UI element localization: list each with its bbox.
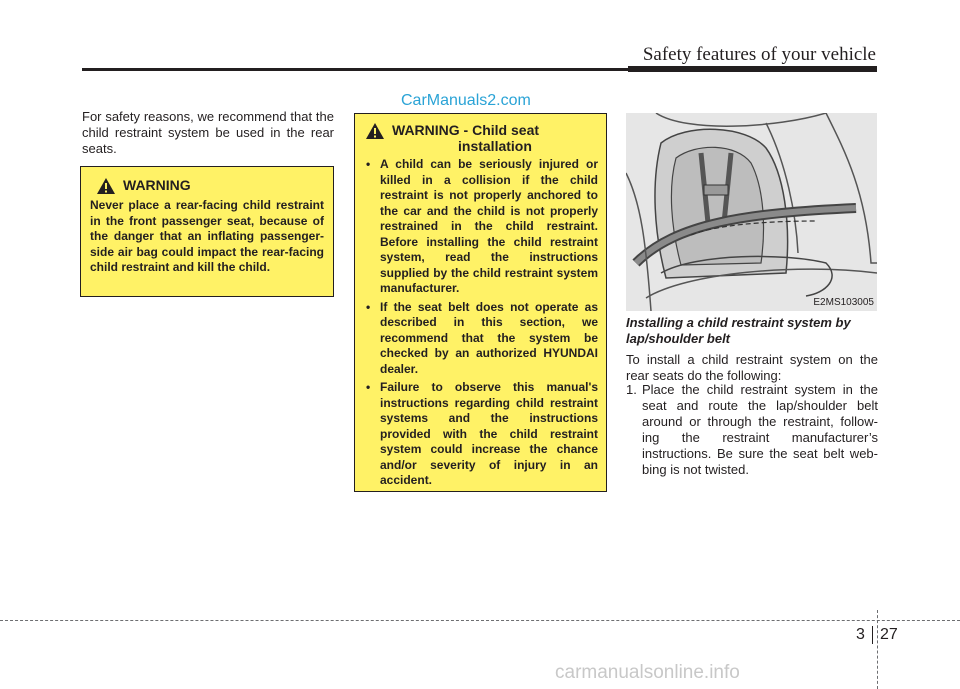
warning-list-item: • Failure to observe this manual's instructions regarding child restraint systems and the instructions provided with the child restraint system could increase the chance and/or severity of injury in an accident. — [363, 380, 598, 489]
footer-watermark: carmanualsonline.info — [555, 662, 740, 683]
page-number: 27 — [880, 626, 898, 643]
warning-title-line1: Child seat — [472, 122, 540, 138]
site-watermark: CarManuals2.com — [401, 92, 531, 109]
child-seat-drawing — [626, 113, 877, 311]
footer-vertical-rule — [877, 610, 878, 689]
warning-box-front-seat — [80, 166, 334, 297]
warning-list-item: • A child can be seriously injured or killed in a collision if the child restraint is not properly anchored to the car and the child is not properly restrained in the child restraint. Before installing the child restraint system, read the instructions supplied by the child restraint system manufacturer. — [363, 157, 598, 297]
warning-list-item: • If the seat belt does not operate as described in this section, we recommend that the system be checked by an authorized HYUNDAI dealer. — [363, 300, 598, 378]
header-rule-accent — [628, 66, 877, 72]
section-body: To install a child restraint system on the rear seats do the following: — [626, 352, 878, 383]
chapter-number: 3 — [856, 626, 865, 643]
page-number-separator — [872, 626, 873, 644]
step-item — [626, 382, 878, 478]
warning-title — [392, 122, 539, 154]
child-seat-illustration — [626, 113, 877, 311]
step-text: Place the child restraint system in the seat and route the lap/shoulder belt around or through the restraint, follow-ing the restraint manufacturer’s instructions. Be sure the seat belt web-bing is not twisted. — [642, 382, 878, 477]
image-code: E2MS103005 — [813, 297, 874, 308]
page-header-title: Safety features of your vehicle — [642, 44, 876, 65]
warning-title: WARNING — [123, 177, 191, 193]
step-number: 1. — [626, 382, 637, 397]
section-heading: Installing a child restraint system by lap/shoulder belt — [626, 315, 851, 346]
warning-header — [363, 122, 598, 154]
warning-text: Never place a rear-facing child restraint in the front passenger seat, because of the danger that an inflating passenger-side air bag could impact the rear-facing child restraint and kill the child. — [90, 198, 324, 274]
warning-title-main: WARNING - — [392, 122, 469, 138]
warning-triangle-icon — [96, 177, 116, 195]
warning-triangle-icon — [365, 122, 385, 140]
warning-header — [90, 177, 324, 195]
intro-paragraph: For safety reasons, we recommend that the child restraint system be used in the rear seats. — [82, 109, 334, 156]
warning-list — [363, 157, 598, 489]
warning-box-child-seat — [354, 113, 607, 492]
footer-dashed-rule — [0, 620, 960, 621]
warning-title-line2: installation — [458, 138, 532, 154]
